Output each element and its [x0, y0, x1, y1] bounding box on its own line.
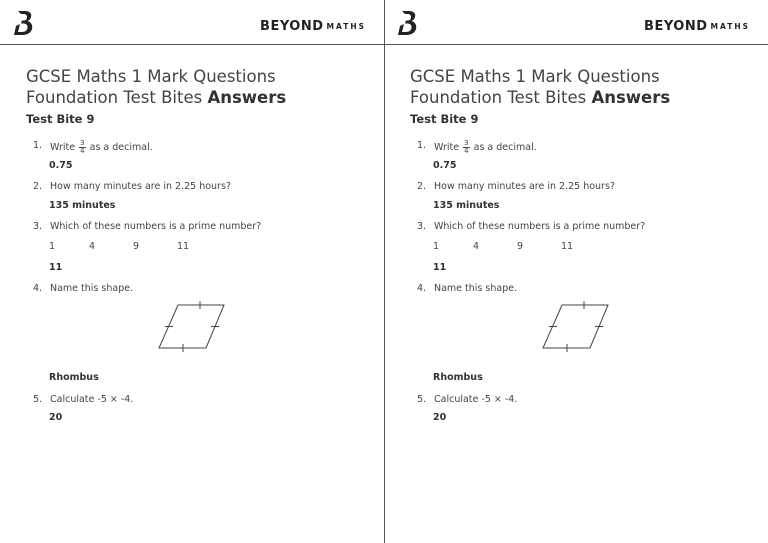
option: 9	[133, 241, 140, 252]
answer-5: 20	[49, 412, 63, 423]
option: 4	[473, 241, 480, 252]
brand-wordmark: BEYOND MATHS	[260, 19, 366, 34]
fraction: $\frac{3}{4}$	[80, 139, 85, 155]
left-page: BEYOND MATHS GCSE Maths 1 Mark Questions Foundation Test Bites Answers Test Bite 9 1. Write $\frac{3}{4}$ as a decimal. 0.75 2. How many minutes are in 2.25 hours? 135 minutes 3. Which of these numbers is a prime number? 1 4 9 11 11 4. Name this shape. Rhombus 5. Calculate -5 × -4. 20	[0, 0, 384, 543]
header	[0, 0, 384, 45]
option: 11	[177, 241, 190, 252]
answer-3: 11	[49, 262, 63, 273]
answer-4: Rhombus	[433, 372, 483, 383]
rhombus-diagram	[155, 300, 230, 355]
answer-3: 11	[433, 262, 447, 273]
answer-5: 20	[433, 412, 447, 423]
right-page: BEYOND MATHS GCSE Maths 1 Mark Questions Foundation Test Bites Answers Test Bite 9 1. Write $\frac{3}{4}$ as a decimal. 0.75 2. How many minutes are in 2.25 hours? 135 minutes 3. Which of these numbers is a prime number? 1 4 9 11 11 4. Name this shape. Rhombus 5. Calculate -5 × -4. 20	[384, 0, 768, 543]
option: 4	[89, 241, 96, 252]
page-title: GCSE Maths 1 Mark Questions Foundation Test Bites Answers	[26, 67, 287, 107]
test-bite-heading: Test Bite 9	[26, 112, 95, 126]
test-bite-heading: Test Bite 9	[410, 112, 479, 126]
answer-2: 135 minutes	[49, 200, 116, 211]
answer-1: 0.75	[433, 160, 457, 171]
beyond-logo-icon	[13, 10, 35, 36]
option: 1	[433, 241, 440, 252]
option: 1	[49, 241, 56, 252]
answer-2: 135 minutes	[433, 200, 500, 211]
beyond-logo-icon	[397, 10, 419, 36]
page-title: GCSE Maths 1 Mark Questions Foundation Test Bites Answers	[410, 67, 671, 107]
brand-wordmark: BEYOND MATHS	[644, 19, 750, 34]
header	[384, 0, 768, 45]
rhombus-diagram	[539, 300, 614, 355]
fraction: $\frac{3}{4}$	[464, 139, 469, 155]
option: 11	[561, 241, 574, 252]
answer-1: 0.75	[49, 160, 73, 171]
answer-4: Rhombus	[49, 372, 99, 383]
option: 9	[517, 241, 524, 252]
